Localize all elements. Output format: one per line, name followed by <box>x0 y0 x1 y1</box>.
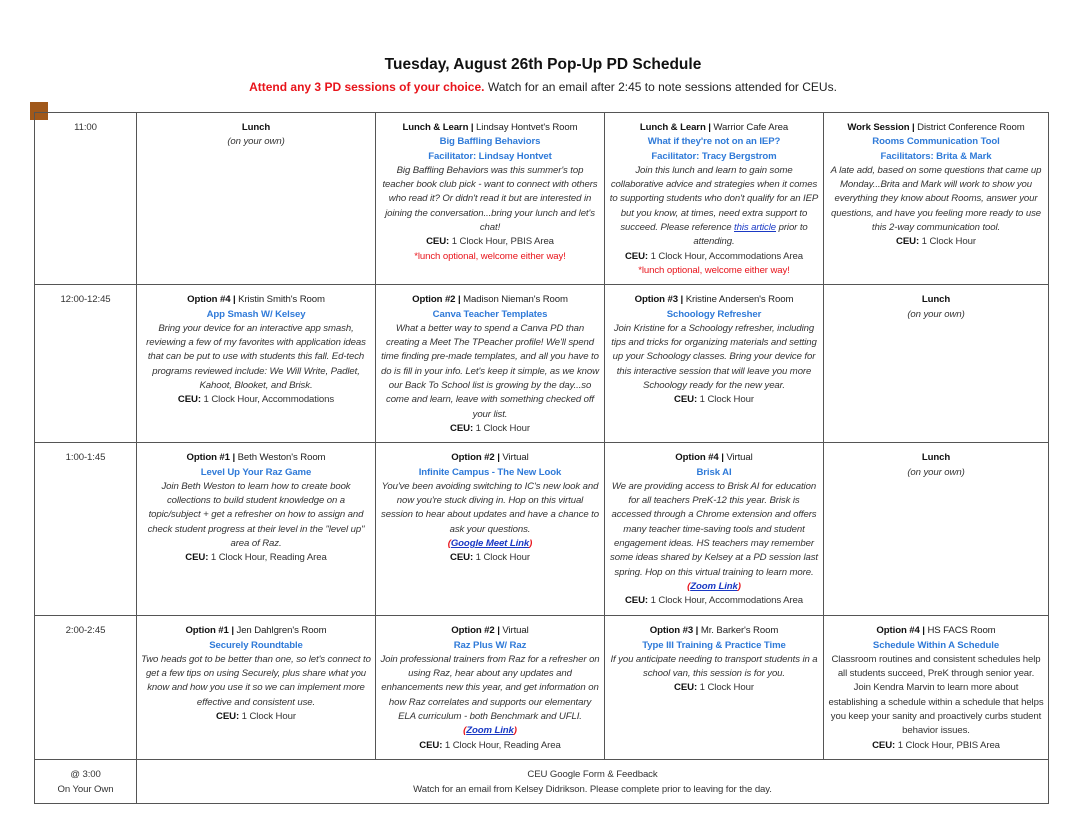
session-title: Level Up Your Raz Game <box>200 466 312 478</box>
session-description: Bring your device for an interactive app smash, reviewing a few of my favorites with application ideas that can be put to use with students this fall. Ed-tech programs reviewed include: We Will Write, Padlet, Kahoot, Blooket, and Brisk. <box>146 322 366 392</box>
time-cell: 11:00 <box>35 113 137 285</box>
session-title: Brisk AI <box>696 466 732 478</box>
session-cell <box>376 113 605 285</box>
zoom-link-line: (Zoom Link) <box>463 725 517 737</box>
session-description: A late add, based on some questions that came up Monday...Brita and Mark will work to show you everything they know about Rooms, answer your questions, and have you feeling more ready to use this 2-way communication tool. <box>830 164 1042 234</box>
session-title: Big Baffling Behaviors <box>439 136 541 148</box>
session-cell <box>376 285 605 443</box>
session-facilitator: Facilitators: Brita & Mark <box>880 150 992 162</box>
session-description: We are providing access to Brisk AI for education for all teachers PreK-12 this year. Brisk is accessed through a Chrome extension and offers many teacher time-saving tools and student engagement ideas. HS teachers may remember some ideas shared by Kelsey at a PD session last spring. Hop on this virtual training to learn more. <box>610 480 818 578</box>
session-note: (on your own) <box>907 466 965 478</box>
session-heading: Option #2 | Virtual <box>451 625 529 637</box>
session-ceu: CEU: 1 Clock Hour, Accommodations <box>177 394 335 406</box>
article-link[interactable]: this article <box>734 222 777 234</box>
table-row <box>35 760 1049 804</box>
zoom-link-line: (Zoom Link) <box>687 580 741 592</box>
subtitle-text: Watch for an email after 2:45 to note sessions attended for CEUs. <box>484 80 837 94</box>
session-note: (on your own) <box>227 136 285 148</box>
table-row <box>35 285 1049 443</box>
table-row <box>35 443 1049 616</box>
session-ceu: CEU: 1 Clock Hour <box>674 394 754 406</box>
zoom-link[interactable]: Zoom Link <box>690 580 738 592</box>
session-description: Classroom routines and consistent schedules help all students succeed, PreK through senior year. Join Kendra Marvin to learn more about establishing a schedule within a schedule that helps you keep your sanity and proactively curbs student behavior issues. <box>828 653 1044 737</box>
session-description: Two heads got to be better than one, so let's connect to get a few tips on using Securely, plus share what you know and how you use it so we can implement more effective and consistent use. <box>141 653 371 708</box>
session-cell <box>824 285 1049 443</box>
session-cell <box>605 285 824 443</box>
session-cell <box>137 616 376 760</box>
session-title: App Smash W/ Kelsey <box>206 308 306 320</box>
session-heading: Option #1 | Jen Dahlgren's Room <box>185 625 327 637</box>
session-cell <box>137 113 376 285</box>
session-ceu: CEU: 1 Clock Hour <box>450 422 530 434</box>
session-heading: Option #3 | Kristine Andersen's Room <box>634 294 794 306</box>
session-description: You've been avoiding switching to IC's new look and now you're stuck diving in. Hop on this virtual session to hear about updates and have a chance to ask your questions. <box>381 480 599 535</box>
session-ceu: CEU: 1 Clock Hour <box>896 236 976 248</box>
session-ceu: CEU: 1 Clock Hour, Accommodations Area <box>624 250 804 262</box>
page-subtitle <box>0 80 1086 94</box>
session-cell <box>824 113 1049 285</box>
session-heading: Option #3 | Mr. Barker's Room <box>649 625 779 637</box>
session-title: Canva Teacher Templates <box>432 308 548 320</box>
time-cell: @ 3:00 On Your Own <box>35 760 137 804</box>
session-note: *lunch optional, welcome either way! <box>414 250 566 262</box>
session-description: Join professional trainers from Raz for a refresher on using Raz, hear about any updates and enhancements new this year, and get information on how Raz correlates and supports our elementary ELA curriculum - both Benchmark and UFLI. <box>380 653 600 723</box>
session-cell <box>137 285 376 443</box>
session-note: *lunch optional, welcome either way! <box>638 264 790 276</box>
time-cell: 12:00-12:45 <box>35 285 137 443</box>
session-cell <box>137 443 376 616</box>
session-cell <box>376 443 605 616</box>
session-note: (on your own) <box>907 308 965 320</box>
session-cell <box>376 616 605 760</box>
session-description: Join this lunch and learn to gain some collaborative advice and strategies when it comes to supporting students who don't qualify for an IEP but you know, at times, need extra support to succeed. Please reference this article prior to attending. <box>609 164 819 248</box>
session-heading: Lunch <box>921 294 951 306</box>
meet-link-line: (Google Meet Link) <box>447 538 533 550</box>
session-ceu: CEU: 1 Clock Hour, Reading Area <box>419 739 561 751</box>
subtitle-highlight: Attend any 3 PD sessions of your choice. <box>249 80 485 94</box>
session-title: Securely Roundtable <box>209 639 303 651</box>
time-cell: 1:00-1:45 <box>35 443 137 616</box>
session-title: Infinite Campus - The New Look <box>418 466 562 478</box>
session-ceu: CEU: 1 Clock Hour <box>674 682 754 694</box>
session-description: Join Kristine for a Schoology refresher, including tips and tricks for organizing materials and setting up your Schoology classes. Bring your device for this interactive session that will leave you more Schoology ready for the new year. <box>611 322 817 392</box>
session-ceu: CEU: 1 Clock Hour, PBIS Area <box>872 739 1000 751</box>
session-ceu: CEU: 1 Clock Hour, PBIS Area <box>426 236 554 248</box>
session-heading: Option #4 | Virtual <box>675 452 753 464</box>
google-meet-link[interactable]: Google Meet Link <box>450 538 530 550</box>
session-heading: Option #2 | Madison Nieman's Room <box>412 294 568 306</box>
session-heading: Option #2 | Virtual <box>451 452 529 464</box>
session-description: If you anticipate needing to transport students in a school van, this session is for you. <box>610 653 818 680</box>
session-cell <box>824 443 1049 616</box>
session-description: Join Beth Weston to learn how to create book collections to build student knowledge on a topic/subject + get a refresher on how to assign and check student progress at their level in the "level up" area of Raz. <box>147 480 365 550</box>
feedback-instructions: Watch for an email from Kelsey Didrikson. Please complete prior to leaving for the day. <box>413 783 772 795</box>
session-title: Schoology Refresher <box>666 308 762 320</box>
session-heading: Option #4 | HS FACS Room <box>876 625 996 637</box>
schedule-table <box>34 112 1049 804</box>
session-heading: Lunch <box>921 452 951 464</box>
session-title: What if they're not on an IEP? <box>647 136 781 148</box>
session-description: What a better way to spend a Canva PD than creating a Meet The TPeacher profile! We'll spend time finding pre-made templates, and all you have to do is fill in your info. Let's keep it simple, as we know our Back To School list is growing by the day...so come and learn, leave with something checked off your list. <box>381 322 599 420</box>
session-title: Type III Training & Practice Time <box>642 639 786 651</box>
zoom-link[interactable]: Zoom Link <box>466 725 514 737</box>
session-cell <box>605 443 824 616</box>
session-facilitator: Facilitator: Tracy Bergstrom <box>651 150 777 162</box>
session-heading: Lunch <box>241 122 271 133</box>
time-cell: 2:00-2:45 <box>35 616 137 760</box>
session-title: Raz Plus W/ Raz <box>453 639 527 651</box>
session-heading: Option #1 | Beth Weston's Room <box>186 452 326 464</box>
session-ceu: CEU: 1 Clock Hour <box>216 711 296 723</box>
feedback-title: CEU Google Form & Feedback <box>527 769 658 781</box>
table-row <box>35 113 1049 285</box>
page-title: Tuesday, August 26th Pop-Up PD Schedule <box>384 56 702 73</box>
session-description: Big Baffling Behaviors was this summer's top teacher book club pick - want to connect with others who read it? Or didn't read it but are interested in joining the conversation...bring your lunch and let's chat! <box>382 164 598 234</box>
session-cell <box>605 616 824 760</box>
session-title: Rooms Communication Tool <box>872 136 1000 148</box>
session-ceu: CEU: 1 Clock Hour <box>450 552 530 564</box>
session-heading: Lunch & Learn | Warrior Cafe Area <box>639 122 789 133</box>
session-cell <box>824 616 1049 760</box>
session-heading: Option #4 | Kristin Smith's Room <box>187 294 325 306</box>
table-row <box>35 616 1049 760</box>
session-heading: Lunch & Learn | Lindsay Hontvet's Room <box>402 122 578 133</box>
session-ceu: CEU: 1 Clock Hour, Reading Area <box>185 552 327 564</box>
session-facilitator: Facilitator: Lindsay Hontvet <box>428 150 552 162</box>
feedback-cell <box>137 760 1049 804</box>
session-heading: Work Session | District Conference Room <box>847 122 1025 133</box>
session-ceu: CEU: 1 Clock Hour, Accommodations Area <box>624 595 804 607</box>
session-title: Schedule Within A Schedule <box>872 639 1000 651</box>
session-cell <box>605 113 824 285</box>
